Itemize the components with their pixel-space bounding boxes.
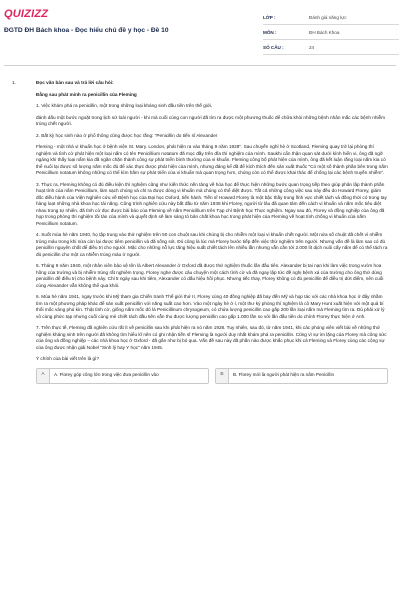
meta-row-class [263, 10, 399, 25]
meta-row-subject [263, 25, 399, 40]
passage-paragraph: Fleming - một nhà vi khuẩn học ở bệnh viện St. Mary. London, phát hiện ra vào tháng 9 năm 1928". Sau chuyến nghỉ hè ở Scotland, Fleming quay trở lại phòng thí nghiệm và tình cờ phát hiện một loại nấm có tên Penicillium notatum đã mọc đầy trên đĩa thí nghiệm của mình. Saukhi cẩn thận quan sát dưới kính hiển vi, ông đã ngỡ ngàng khi thấy loại nấm kia đã ngăn chặn thành công sự phát triển bình thường của vi khuẩn. Fleming công bố phát hiện của mình, ông đã kết luận rằng loại nấm kia có thể nuôi lại được số lượng nấm mốc đủ để xác thực được phát hiện của mình, nhưng đáng kể đã để kích thích đến sản xuất thuốc "Có một số thành phần bên trong nấm Penicillium notatum không những có thể kìm hãm sự phát triển của vi khuẩn mà quan trọng hơn, chúng còn có thể được khai thác để chống lại các bệnh truyền nhiễm". [36, 144, 388, 175]
meta-value: ĐH Bách Khoa [309, 29, 340, 35]
passage-paragraph: 7. Trên thực tế, Fleming đã nghiên cứu rất ít về penicillin sau khi phát hiện ra nó năm 1928. Tuy nhiên, sau đó, từ năm 1941, khi các phóng viên viết bài về những thử nghiệm kháng sinh trên người đã không tìm hiểu kĩ nên có ghi nhận tiền sĩ Fleming là người duy nhất khám phá ra penicillin. Cũng vì sự im lặng của Florey mà công sức của ông và đồng nghiệp – các nhà khoa học ở Oxford - đã gần như bị bỏ qua. Vấn đề sau này đã phần nào được khắc phục khi cả Fleming và Florey cùng các cộng sự của ông được nhận giải Nobel "Sinh lý hay Y học" năm 1945. [36, 325, 387, 350]
answer-options [36, 368, 388, 384]
passage-paragraph: 1. Việc khám phá ra penicillin, một trong những loại kháng sinh đầu tiên trên thế giới, [36, 103, 213, 108]
meta-key: MÔN : [263, 29, 277, 35]
question-block [12, 80, 388, 384]
option-letter: B [216, 369, 229, 383]
document-title: ĐGTD ĐH Bách khoa - Đọc hiểu chủ đề y học - Đề 10 [4, 27, 169, 34]
header-divider [4, 65, 396, 66]
question-prompt: Ý chính của bài viết trên là gì? [36, 356, 100, 361]
question-body [36, 80, 388, 384]
passage-paragraph: 5. Tháng 9 năm 1940, một nhân viên bảo vệ tên là Albert Alexander ở Oxford đã được thử nghiệm thuốc lần đầu tiên. Alexander bị tai nạn khi làm việc trong vườn hoa hồng của trường và bị nhiễm trùng rất nghiêm trọng. Florey nghe được câu chuyện một cách tình cờ và đã ngay lập tức đề nghị bệnh xá của trường cho ông thử dùng penicillin để điều trị cho bệnh này. Chỉ 5 ngày sau khi tiêm, Alexander có dấu hiệu hồi phục. Nhưng tiếc thay, Florey không có đủ penicillin để điều trị dứt điểm, nên cuối cùng Alexander vẫn không thể qua khỏi. [36, 263, 384, 288]
meta-value: 24 [309, 44, 315, 50]
meta-row-count [263, 40, 399, 55]
meta-value: Đánh giá năng lực [309, 14, 347, 20]
meta-panel [263, 10, 399, 55]
meta-key: LỚP : [263, 14, 276, 20]
quizizz-logo: QUIZIZZ [4, 8, 49, 20]
question-number: 1. [12, 80, 16, 85]
passage-paragraph: 2. Bất kỳ học sinh nào ở phổ thông cũng được học rằng: "Penicillin do tiến sĩ Alexander [36, 132, 218, 138]
passage-paragraph: 3. Thực ra, Fleming không có đủ điều kiện thí nghiệm cũng như kiến thức nền tảng về hóa học để thực hiện những bước quan trọng tiếp theo giúp phân lập thành phần hoạt tính của nấm Penicillium, làm sạch chúng và chỉ ra được dòng vi khuẩn mà chúng có thể diệt được. Tất cả những công việc sau này đều do Howard Florey, giám đốc điều hành của Viện Nghiên cứu về Bệnh học của Đại học Oxford, tiến hành. Tiến sĩ Howard Florey là một bậc thầy trong lĩnh vực chiết tách và đồng thời có trong tay hàng loạt những nhà khoa học tài năng. Công trình nghiên cứu này bắt đầu từ năm 1938 khi Florey, người từ lâu đã quan tâm đến cách vi khuẩn và nấm mốc tiêu diệt nhau trong tự nhiên, đã tình cờ đọc được bài báo của Fleming về nấm Penicillium trên Tạp chí Bệnh học Thực nghiệm. Ngay sau đó, Florey và đồng nghiệp của ông đã họp trong phòng thí nghiệm tồi tàn của mình và quyết định sẽ làm sáng tỏ bản chất khoa học trong phát hiện của Fleming về hoạt tính chống vi khuẩn của nấm Penicillium notatum. [36, 181, 387, 226]
header [0, 0, 400, 66]
question-instruction: Đọc văn bản sau và trả lời câu hỏi: [36, 80, 114, 85]
answer-option-a[interactable] [36, 368, 209, 384]
passage-paragraph: 6. Mùa hè năm 1941, ngay trước khi Mỹ tham gia Chiến tranh Thế giới thứ II, Florey cùng 40 đồng nghiệp đã bay đến Mỹ và họp tác với các nhà khoa học ở đây nhằm tìm ra một phương pháp khác để sản xuất penicillin với năng suất cao hơn. Vào một ngày hè ở ỉ, một thư ký phòng thí nghiệm là cô Mary Hunt xuất hiện với một quả bí thối mốc vàng phủ kín. Thật tình cờ, giống nấm mốc đó là Penicillinum chrysogeum, có chứa lượng penicillin cao gấp 200 lần loại nấm mà Fleming tìm ra. Dù phải xử lý vô cùng phức tạp nhưng cuối cùng mẻ chiết tách đầu tiên vẫn thu được lượng penicillin cao gấp 1.000 lần so với lần đầu tiên do chính Florey thực hiện ở Anh. [36, 294, 385, 319]
meta-key: SỐ CÂU : [263, 44, 284, 50]
passage-paragraph: 4. Suốt mùa hè năm 1940, họ tập trung vào thử nghiệm trên 50 con chuột sau khi chúng bị cho nhiễm một loại vi khuẩn chết người. Một nửa số chuột đã chết vì nhiễm trùng máu trong khi nửa còn lại được tiêm penicillin và đã sống sót. Đó cũng là lúc mà Florey bước tiếp đến việc thử nghiệm trên người. Nhưng vấn đề là làm sao có đủ penicillin nguyên chất để điều trị cho người. Mặc cho những nỗ lực tăng hiệu suất chiết tách lên nhiều lần nhưng vẫn cần tới 2.000 lít dịch nuôi cấy nấm để có thể tách ra đủ penicillin cho một ca nhiễm trùng máu ở người. [36, 232, 388, 257]
answer-option-b[interactable] [215, 368, 388, 384]
option-text: B. Florey mới là người phát hiện ra nấm Penicillin [233, 372, 335, 378]
option-text: A. Florey góp công lớn trong việc đưa penicillin vào [54, 372, 159, 378]
option-letter: A [37, 369, 50, 383]
passage-paragraph: đánh dấu một bước ngoặt trong lịch sử loài người - khi mà cuối cùng con người đã tìm ra được một phương thuốc để chữa khỏi những bệnh nhân mắc các bệnh nhiễm trùng chết người. [36, 114, 385, 126]
passage-title: Đằng sau phát minh ra penicillin của Fleming [36, 91, 137, 97]
